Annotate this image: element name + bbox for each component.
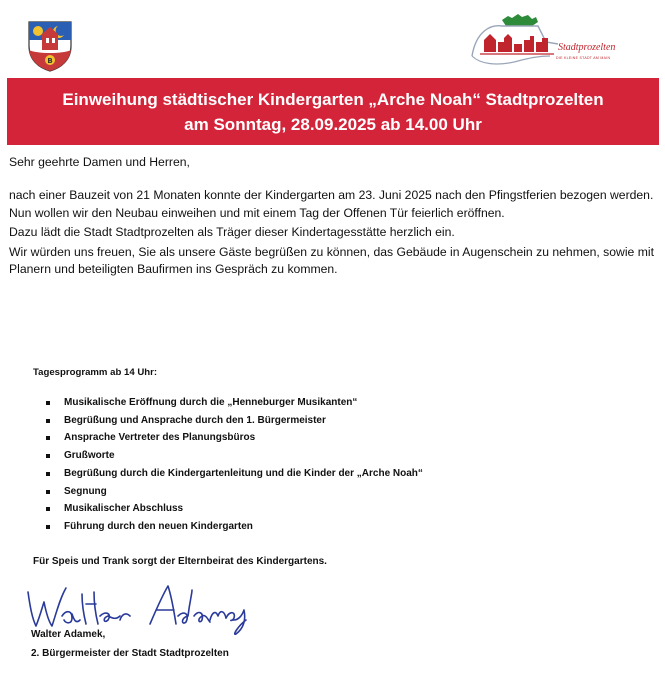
- catering-note: Für Speis und Trank sorgt der Elternbeirat des Kindergartens.: [33, 556, 327, 567]
- list-item: Grußworte: [46, 447, 423, 465]
- signer-name: Walter Adamek,: [31, 629, 106, 640]
- list-item: Ansprache Vertreter des Planungsbüros: [46, 429, 423, 447]
- list-item: Musikalischer Abschluss: [46, 500, 423, 518]
- paragraph: Wir würden uns freuen, Sie als unsere Gäste begrüßen zu können, das Gebäude in Augenschein zu nehmen, sowie mit Planern und beteiligten Baufirmen ins Gespräch zu kommen.: [9, 244, 654, 276]
- list-item: Führung durch den neuen Kindergarten: [46, 518, 423, 536]
- program-list: [46, 394, 423, 536]
- greeting: Sehr geehrte Damen und Herren,: [9, 155, 190, 169]
- list-item: Segnung: [46, 483, 423, 501]
- letter-body: [9, 187, 659, 279]
- list-item: Begrüßung und Ansprache durch den 1. Bürgermeister: [46, 412, 423, 430]
- title-banner: [7, 78, 659, 145]
- signer-title: 2. Bürgermeister der Stadt Stadtprozelten: [31, 648, 229, 659]
- banner-date: am Sonntag, 28.09.2025 ab 14.00 Uhr: [184, 114, 482, 134]
- logo-tagline: DIE KLEINE STADT AM MAIN: [556, 56, 611, 60]
- svg-text:B: B: [47, 57, 53, 65]
- banner-title: Einweihung städtischer Kindergarten „Arche Noah“ Stadtprozelten: [62, 89, 604, 109]
- town-crest-icon: [27, 20, 73, 72]
- program-title: Tagesprogramm ab 14 Uhr:: [33, 367, 158, 378]
- paragraph: nach einer Bauzeit von 21 Monaten konnte der Kindergarten am 23. Juni 2025 nach den Pfingstferien bezogen werden. Nun wollen wir den Neubau einweihen und mit einem Tag der Offenen Tür feierlich eröffnen.: [9, 188, 654, 220]
- list-item: Musikalische Eröffnung durch die „Henneburger Musikanten“: [46, 394, 423, 412]
- list-item: Begrüßung durch die Kindergartenleitung und die Kinder der „Arche Noah“: [46, 465, 423, 483]
- logo-wordmark: Stadtprozelten: [558, 42, 616, 53]
- paragraph: Dazu lädt die Stadt Stadtprozelten als Träger dieser Kindertagesstätte herzlich ein.: [9, 225, 455, 239]
